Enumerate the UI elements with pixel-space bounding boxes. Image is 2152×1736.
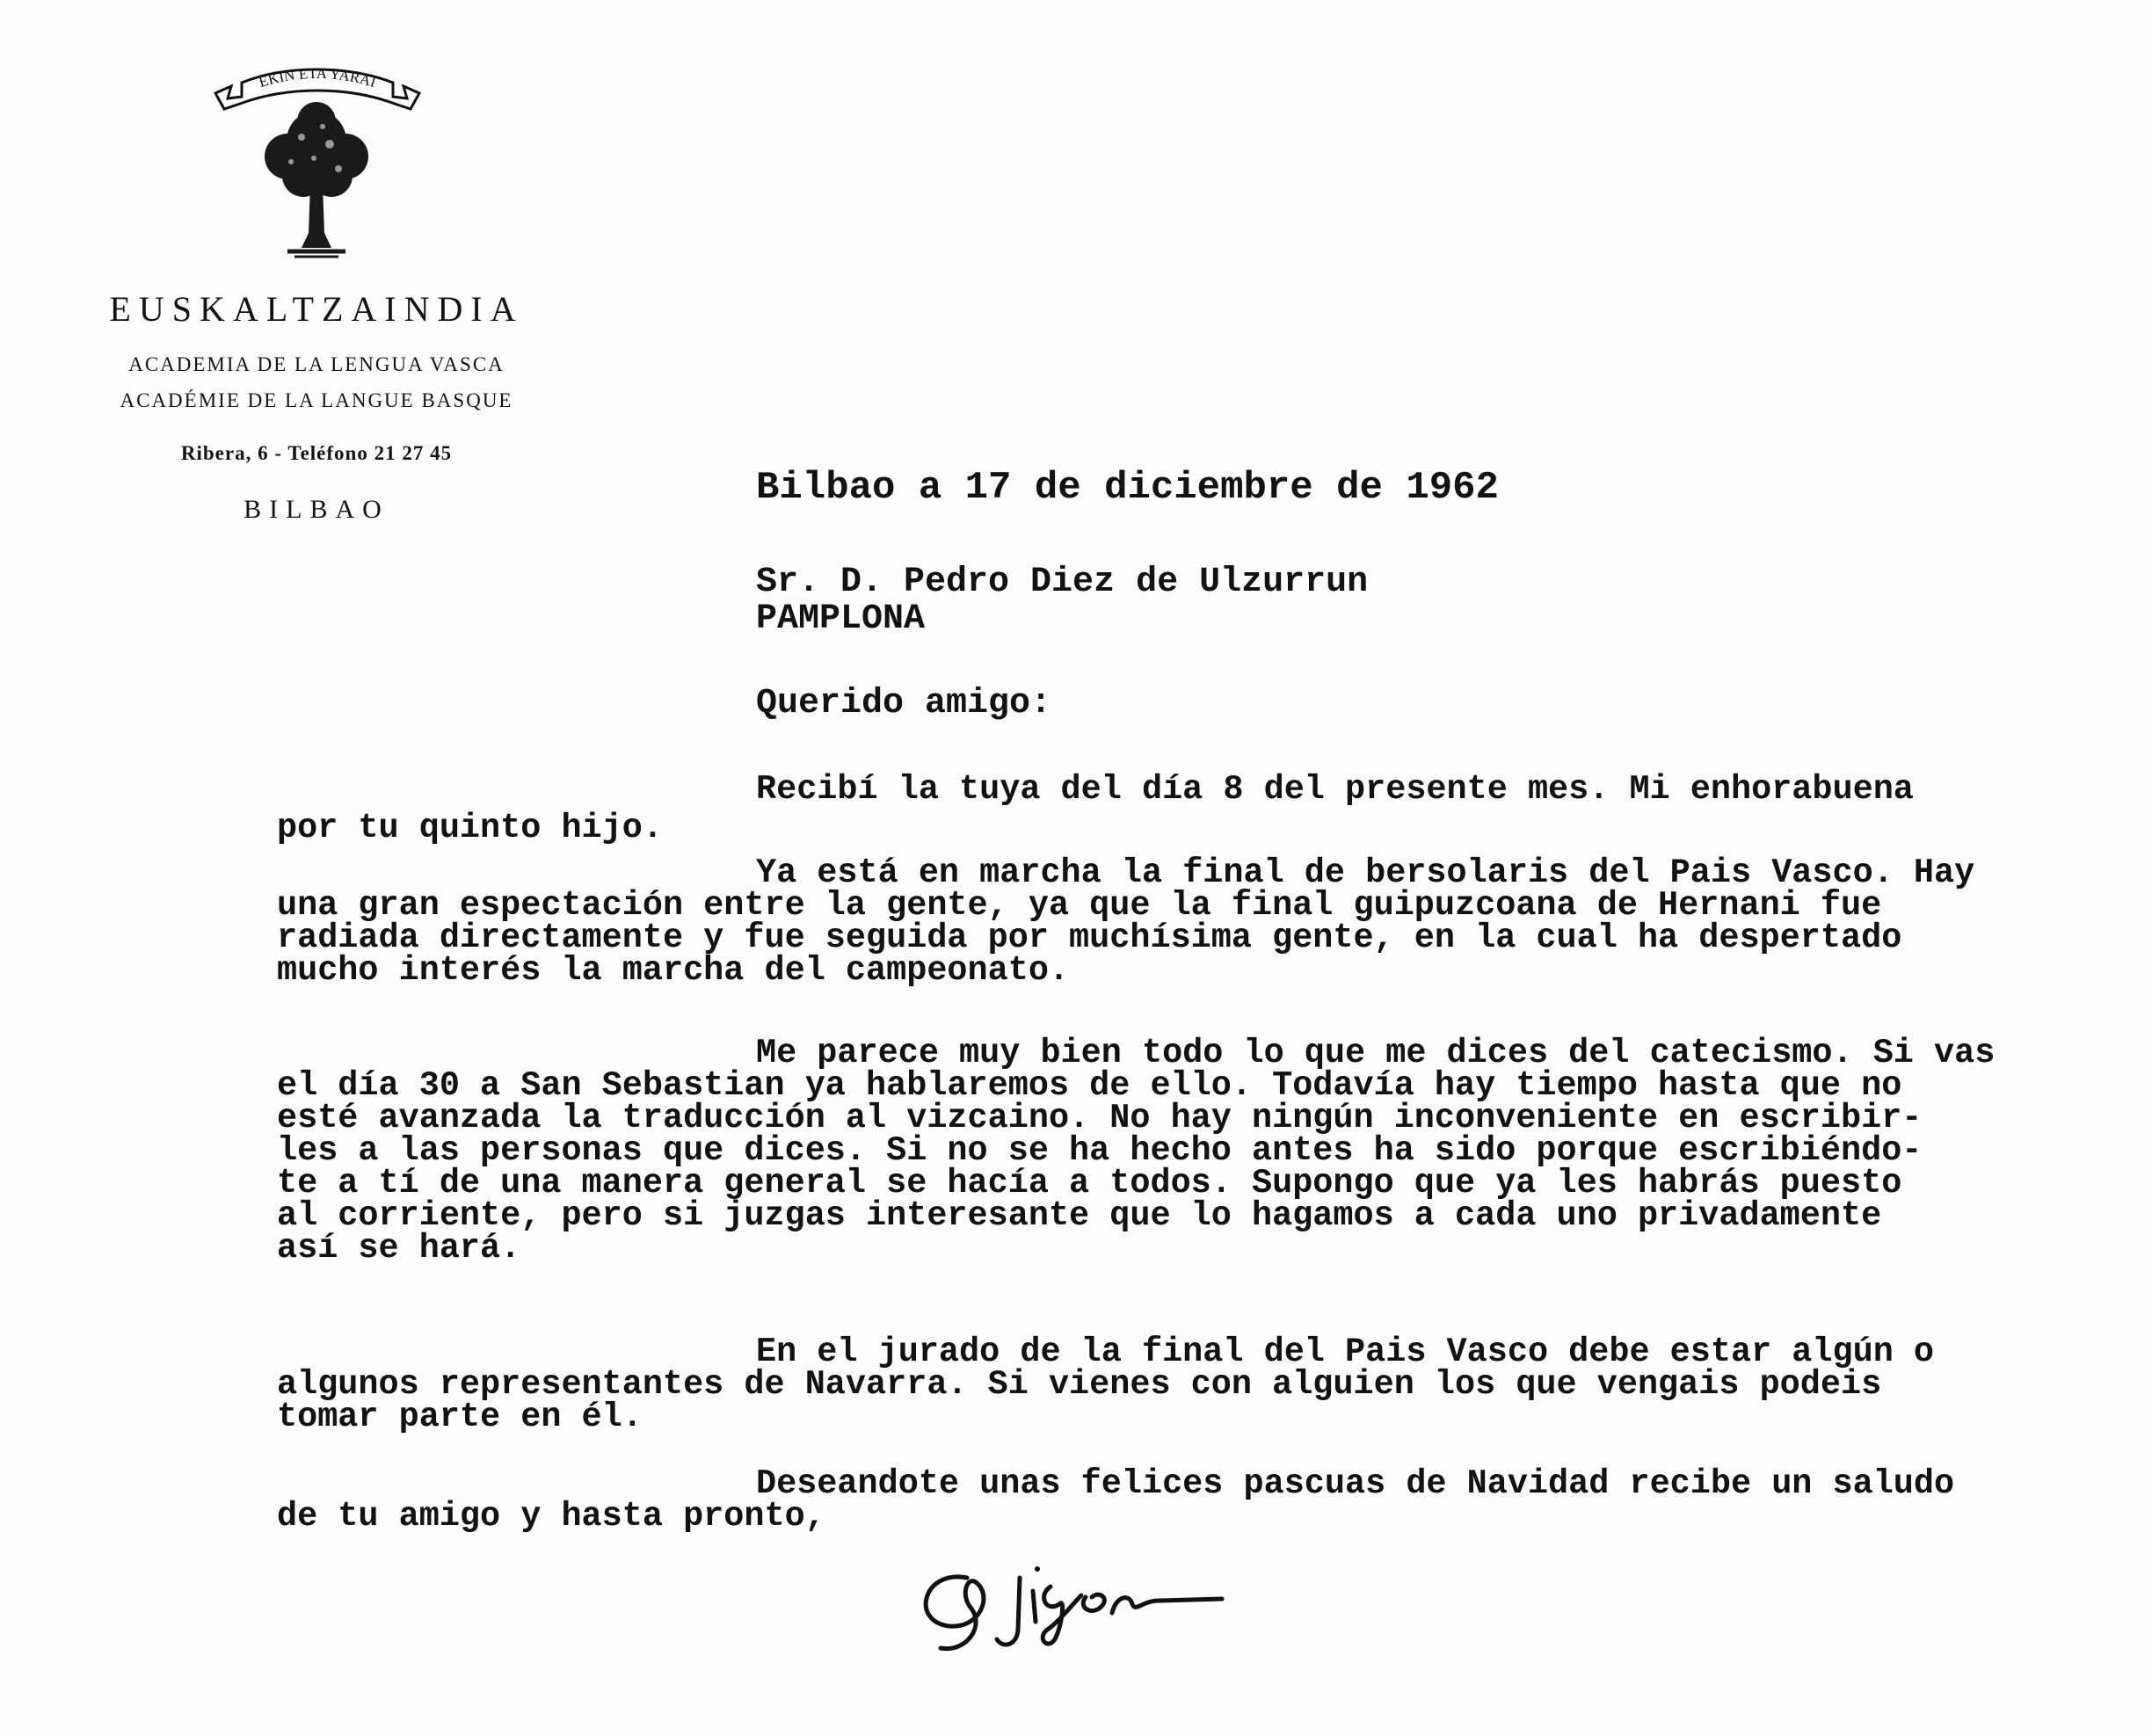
- paragraph-line: mucho interés la marcha del campeonato.: [277, 951, 1070, 990]
- paragraph-line: una gran espectación entre la gente, ya que la final guipuzcoana de Hernani fue: [277, 886, 1882, 925]
- letterhead: [53, 53, 580, 525]
- paragraph-line: así se hará.: [277, 1229, 521, 1267]
- paragraph-line: te a tí de una manera general se hacía a todos. Supongo que ya les habrás puesto: [277, 1164, 1902, 1202]
- paragraph-line: Ya está en marcha la final de bersolaris del Pais Vasco. Hay: [756, 853, 1975, 892]
- paragraph-5: [277, 1464, 2149, 1536]
- paragraph-1: [277, 770, 2149, 851]
- paragraph-4: [277, 1333, 2149, 1436]
- paragraph-line: el día 30 a San Sebastian ya hablaremos de ello. Todavía hay tiempo hasta que no: [277, 1066, 1902, 1105]
- academy-subtitle-spanish: ACADEMIA DE LA LENGUA VASCA: [128, 353, 505, 375]
- paragraph-line: tomar parte en él.: [277, 1398, 643, 1436]
- paragraph-line: esté avanzada la traducción al vizcaino. No hay ningún inconveniente en escribir-: [277, 1099, 1923, 1137]
- greeting: Querido amigo:: [756, 684, 1052, 723]
- paragraph-line: de tu amigo y hasta pronto,: [277, 1497, 825, 1536]
- academy-address: Ribera, 6 - Teléfono 21 27 45: [180, 442, 453, 464]
- paragraph-line: les a las personas que dices. Si no se ha hecho antes ha sido porque escribiéndo-: [277, 1131, 1923, 1170]
- paragraph-3: [277, 1034, 2149, 1267]
- academy-city: BILBAO: [244, 495, 389, 524]
- recipient-city: PAMPLONA: [756, 599, 926, 639]
- academy-subtitle-french: ACADÉMIE DE LA LANGUE BASQUE: [120, 389, 513, 411]
- paragraph-line: radiada directamente y fue seguida por muchísima gente, en la cual ha despertado: [277, 919, 1902, 957]
- academy-name: EUSKALTZAINDIA: [109, 289, 524, 329]
- paragraph-line: Recibí la tuya del día 8 del presente mes. Mi enhorabuena: [756, 770, 1914, 809]
- recipient-name: Sr. D. Pedro Diez de Ulzurrun: [756, 563, 1369, 602]
- paragraph-line: Me parece muy bien todo lo que me dices del catecismo. Si vas: [756, 1034, 1996, 1072]
- handwritten-signature: [905, 1543, 1240, 1657]
- corner-scribble: [1934, 62, 1936, 90]
- motto-text: EKIN ETA YARAI: [257, 64, 378, 91]
- paragraph-line: algunos representantes de Navarra. Si vienes con alguien los que vengais podeis: [277, 1365, 1882, 1404]
- paragraph-line: por tu quinto hijo.: [277, 809, 663, 847]
- paragraph-line: al corriente, pero si juzgas interesante que lo hagamos a cada uno privadamente: [277, 1196, 1882, 1235]
- letter-date: Bilbao a 17 de diciembre de 1962: [756, 466, 1499, 510]
- paragraph-2: [277, 853, 2149, 990]
- oak-tree-logo: [207, 53, 426, 264]
- paragraph-line: Deseandote unas felices pascuas de Navidad recibe un saludo: [756, 1464, 1955, 1503]
- paragraph-line: En el jurado de la final del Pais Vasco debe estar algún o: [756, 1333, 1935, 1371]
